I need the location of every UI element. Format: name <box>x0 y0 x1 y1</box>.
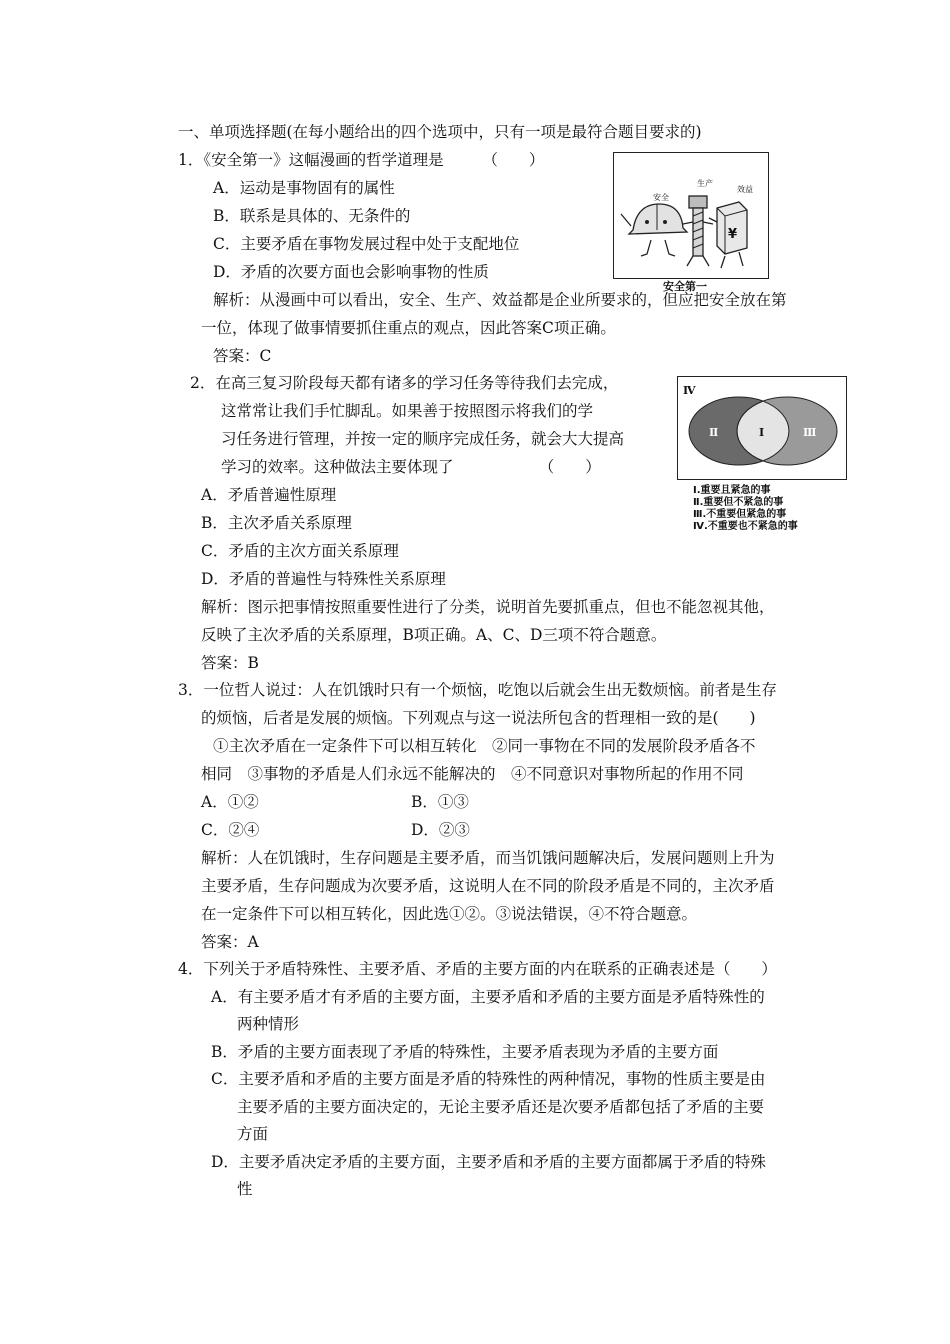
q3-option-c: C．②④ <box>201 821 260 839</box>
q4-option-c: C．主要矛盾和矛盾的主要方面是矛盾的特殊性的两种情况，事物的性质主要是由 <box>211 1070 766 1088</box>
q3-stem-line: 3．一位哲人说过：人在饥饿时只有一个烦恼，吃饱以后就会生出无数烦恼。前者是生存 <box>178 681 777 699</box>
section-heading: 一、单项选择题(在每小题给出的四个选项中，只有一项是最符合题目要求的) <box>178 123 702 141</box>
q3-statements-line: 相同 ③事物的矛盾是人们永远不能解决的 ④不同意识对事物所起的作用不同 <box>201 765 744 783</box>
q4-option-d-cont: 性 <box>237 1180 253 1198</box>
q4-option-d: D．主要矛盾决定矛盾的主要方面，主要矛盾和矛盾的主要方面都属于矛盾的特殊 <box>211 1153 766 1171</box>
q4-option-b: B．矛盾的主要方面表现了矛盾的特殊性，主要矛盾表现为矛盾的主要方面 <box>211 1043 719 1061</box>
region-iv-label: Ⅳ <box>683 384 696 397</box>
q1-option-d: D．矛盾的次要方面也会影响事物的性质 <box>213 263 489 281</box>
q3-option-a: A．①② <box>201 793 259 811</box>
q2-option-b: B．主次矛盾关系原理 <box>201 514 352 532</box>
q3-analysis-line: 解析：人在饥饿时，生存问题是主要矛盾，而当饥饿问题解决后，发展问题则上升为 <box>201 849 775 867</box>
q3-analysis-line: 主要矛盾，生存问题成为次要矛盾，这说明人在不同的阶段矛盾是不同的，主次矛盾 <box>201 877 775 895</box>
q2-stem-line: 学习的效率。这种做法主要体现了 （ ） <box>221 458 601 476</box>
legend-item: Ⅲ.不重要但紧急的事 <box>693 509 787 520</box>
q3-stem-line: 的烦恼，后者是发展的烦恼。下列观点与这一说法所包含的哲理相一致的是( ) <box>201 709 756 727</box>
q2-option-d: D．矛盾的普遍性与特殊性关系原理 <box>201 570 446 588</box>
region-iii-label: Ⅲ <box>803 426 817 439</box>
label-production: 生产 <box>697 179 713 188</box>
q3-option-b: B．①③ <box>411 793 469 811</box>
legend-item: Ⅰ.重要且紧急的事 <box>693 485 771 496</box>
venn-chart <box>677 376 849 536</box>
coin-symbol: ¥ <box>728 227 738 242</box>
q1-analysis-line: 解析：从漫画中可以看出，安全、生产、效益都是企业所要求的，但应把安全放在第 <box>213 291 787 309</box>
q2-stem-line: 2．在高三复习阶段每天都有诸多的学习任务等待我们去完成， <box>190 374 619 392</box>
q2-option-a: A．矛盾普遍性原理 <box>201 486 337 504</box>
q1-stem: 1．《安全第一》这幅漫画的哲学道理是 （ ） <box>178 151 545 169</box>
legend-item: Ⅱ.重要但不紧急的事 <box>693 497 784 508</box>
q2-analysis-line: 解析：图示把事情按照重要性进行了分类，说明首先要抓重点，但也不能忽视其他， <box>201 598 775 616</box>
priority-venn-diagram <box>677 376 849 536</box>
q1-option-a: A．运动是事物固有的属性 <box>213 179 395 197</box>
q4-option-a-cont: 两种情形 <box>237 1015 300 1033</box>
label-benefit: 效益 <box>737 185 753 194</box>
q2-analysis-line: 反映了主次矛盾的关系原理，B项正确。A、C、D三项不符合题意。 <box>201 626 667 644</box>
q4-stem: 4．下列关于矛盾特殊性、主要矛盾、矛盾的主要方面的内在联系的正确表述是（ ） <box>178 960 777 978</box>
label-safety: 安全 <box>653 193 669 202</box>
q3-statements-line: ①主次矛盾在一定条件下可以相互转化 ②同一事物在不同的发展阶段矛盾各不 <box>213 737 756 755</box>
q1-answer: 答案：C <box>213 347 272 365</box>
q4-option-c-cont: 主要矛盾的主要方面决定的，无论主要矛盾还是次要矛盾都包括了矛盾的主要 <box>237 1098 765 1116</box>
q4-option-c-cont: 方面 <box>237 1125 269 1143</box>
q2-option-c: C．矛盾的主次方面关系原理 <box>201 542 399 560</box>
safety-first-cartoon <box>613 152 771 292</box>
q3-answer: 答案：A <box>201 933 259 951</box>
q1-option-b: B．联系是具体的、无条件的 <box>213 207 411 225</box>
q4-option-a: A．有主要矛盾才有矛盾的主要方面，主要矛盾和矛盾的主要方面是矛盾特殊性的 <box>211 988 765 1006</box>
cartoon-caption: 安全第一 <box>663 280 707 292</box>
cartoon-illustration <box>613 152 771 292</box>
legend-item: Ⅳ.不重要也不紧急的事 <box>693 521 798 532</box>
q3-option-d: D．②③ <box>411 821 470 839</box>
q2-stem-line: 这常常让我们手忙脚乱。如果善于按照图示将我们的学 <box>221 402 594 420</box>
region-ii-label: Ⅱ <box>709 426 719 439</box>
q3-analysis-line: 在一定条件下可以相互转化，因此选①②。③说法错误，④不符合题意。 <box>201 905 698 923</box>
q2-stem-line: 习任务进行管理，并按一定的顺序完成任务，就会大大提高 <box>221 430 625 448</box>
q1-option-c: C．主要矛盾在事物发展过程中处于支配地位 <box>213 235 520 253</box>
q1-analysis-line: 一位，体现了做事情要抓住重点的观点，因此答案C项正确。 <box>201 319 616 337</box>
region-i-label: Ⅰ <box>759 426 765 439</box>
q2-answer: 答案：B <box>201 654 259 672</box>
